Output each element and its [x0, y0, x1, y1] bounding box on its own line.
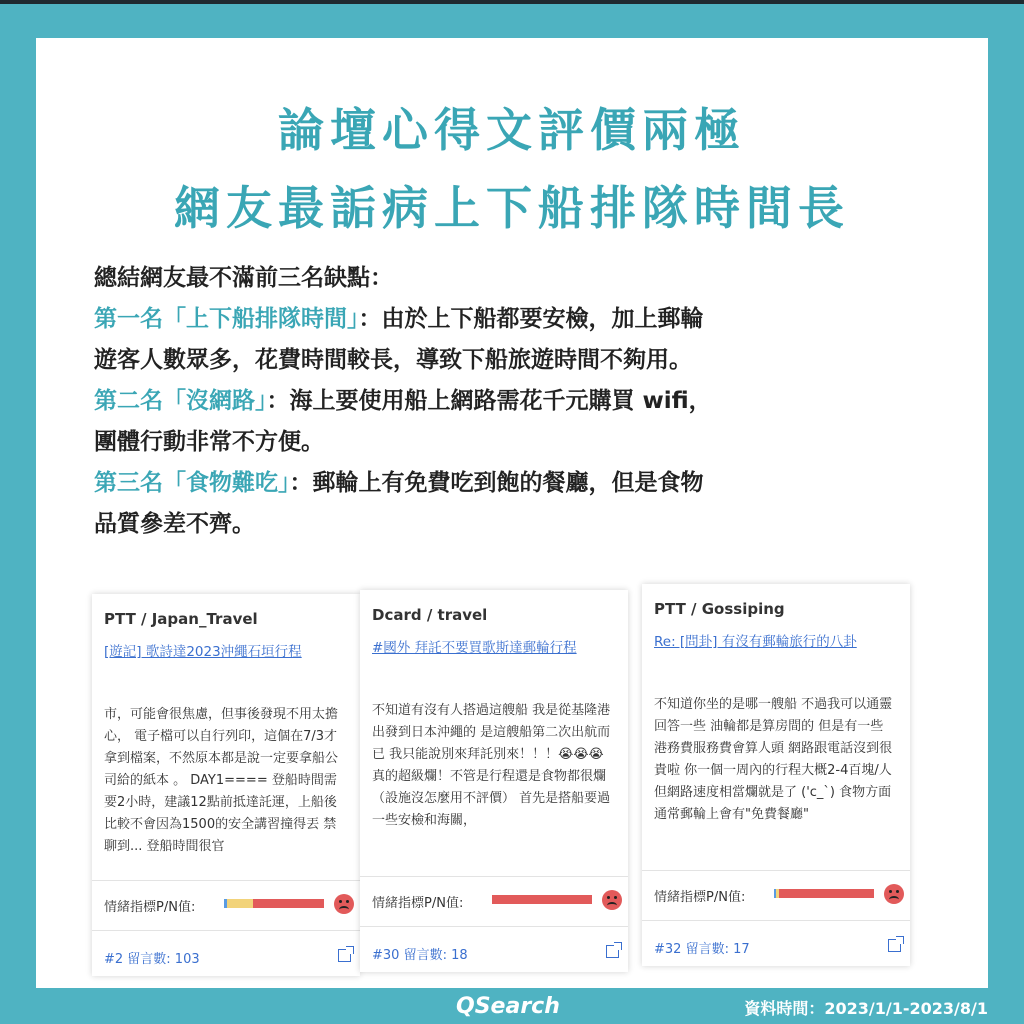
card-comment-count: #2 留言數: 103 — [104, 952, 200, 967]
card-divider — [642, 870, 910, 871]
external-link-icon[interactable] — [888, 939, 901, 952]
summary-block — [94, 258, 934, 545]
card-comment-count: #30 留言數: 18 — [372, 948, 468, 963]
card-post-link[interactable]: [遊記] 歌詩達2023沖繩石垣行程 — [104, 644, 302, 660]
card-divider — [92, 880, 360, 881]
data-period: 資料時間：2023/1/1-2023/8/1 — [744, 999, 988, 1018]
brand-logo: QSearch — [456, 994, 560, 1019]
post-card-3 — [642, 584, 910, 966]
card-excerpt: 不知道有沒有人搭過這艘船 我是從基隆港出發到日本沖繩的 是這艘船第二次出航而已 我只能說別來拜託別來！！！😭😭😭 真的超級爛！不管是行程還是食物都很爛（設施沒怎麼用不評價） 首先是搭船要過一些安檢和海關， — [372, 703, 611, 828]
card-source: PTT / Japan_Travel — [104, 610, 258, 628]
sad-face-icon — [884, 884, 904, 904]
sad-face-icon — [334, 894, 354, 914]
headline-line-2: 網友最詬病上下船排隊時間長 — [174, 181, 850, 235]
card-excerpt: 不知道你坐的是哪一艘船 不過我可以通靈回答一些 油輪都是算房間的 但是有一些港務費服務費會算人頭 網路跟電話沒到很貴啦 你一個一周內的行程大概2-4百塊/人 但網路速度相當爛就是了 ('c_`) 食物方面 通常郵輪上會有"免費餐廳" — [654, 697, 893, 822]
sentiment-bar — [774, 889, 874, 898]
top-border — [0, 0, 1024, 4]
summary-item-1-cont: 遊客人數眾多，花費時間較長，導致下船旅遊時間不夠用。 — [94, 347, 692, 373]
card-post-link[interactable]: Re: [問卦] 有沒有郵輪旅行的八卦 — [654, 634, 857, 650]
external-link-icon[interactable] — [606, 945, 619, 958]
summary-item-2-label: 第二名「沒網路」 — [94, 388, 267, 414]
card-divider — [360, 876, 628, 877]
summary-heading: 總結網友最不滿前三名缺點： — [94, 265, 393, 291]
card-divider — [92, 930, 360, 931]
summary-item-1-text: ：由於上下船都要安檢，加上郵輪 — [358, 306, 704, 332]
post-card-2 — [360, 590, 628, 972]
card-divider — [360, 926, 628, 927]
summary-item-3 — [94, 463, 934, 504]
card-source: Dcard / travel — [372, 606, 488, 624]
card-source: PTT / Gossiping — [654, 600, 785, 618]
external-link-icon[interactable] — [338, 949, 351, 962]
card-post-link[interactable]: #國外 拜託不要買歌斯達郵輪行程 — [372, 640, 577, 656]
sentiment-label: 情緒指標P/N值: — [372, 896, 464, 911]
summary-item-2-cont: 團體行動非常不方便。 — [94, 429, 324, 455]
sad-face-icon — [602, 890, 622, 910]
sentiment-bar — [492, 895, 592, 904]
sentiment-label: 情緒指標P/N值: — [654, 890, 746, 905]
post-card-1 — [92, 594, 360, 976]
summary-item-1 — [94, 299, 934, 340]
summary-item-2 — [94, 381, 934, 422]
summary-item-3-text: ：郵輪上有免費吃到飽的餐廳，但是食物 — [289, 470, 704, 496]
card-divider — [642, 920, 910, 921]
sentiment-bar — [224, 899, 324, 908]
sentiment-bar-neutral — [227, 899, 253, 908]
summary-item-3-label: 第三名「食物難吃」 — [94, 470, 290, 496]
sentiment-bar-neutral — [776, 889, 779, 898]
card-comment-count: #32 留言數: 17 — [654, 942, 750, 957]
summary-item-2-text: ：海上要使用船上網路需花千元購買 wifi， — [266, 388, 712, 414]
sentiment-label: 情緒指標P/N值: — [104, 900, 196, 915]
summary-item-3-cont: 品質參差不齊。 — [94, 511, 255, 537]
headline-line-1: 論壇心得文評價兩極 — [278, 103, 746, 157]
card-excerpt: 市，可能會很焦慮，但事後發現不用太擔心， 電子檔可以自行列印，這個在7/3才拿到檔案，不然原本都是說一定要拿船公司給的紙本 。 DAY1==== 登船時間需要2小時，建議12點前抵達託運，上船後比較不會因為1500的安全講習撞得丟 禁聊到... 登船時間很官 — [104, 707, 339, 854]
content-panel — [36, 38, 988, 988]
summary-item-1-label: 第一名「上下船排隊時間」 — [94, 306, 359, 332]
